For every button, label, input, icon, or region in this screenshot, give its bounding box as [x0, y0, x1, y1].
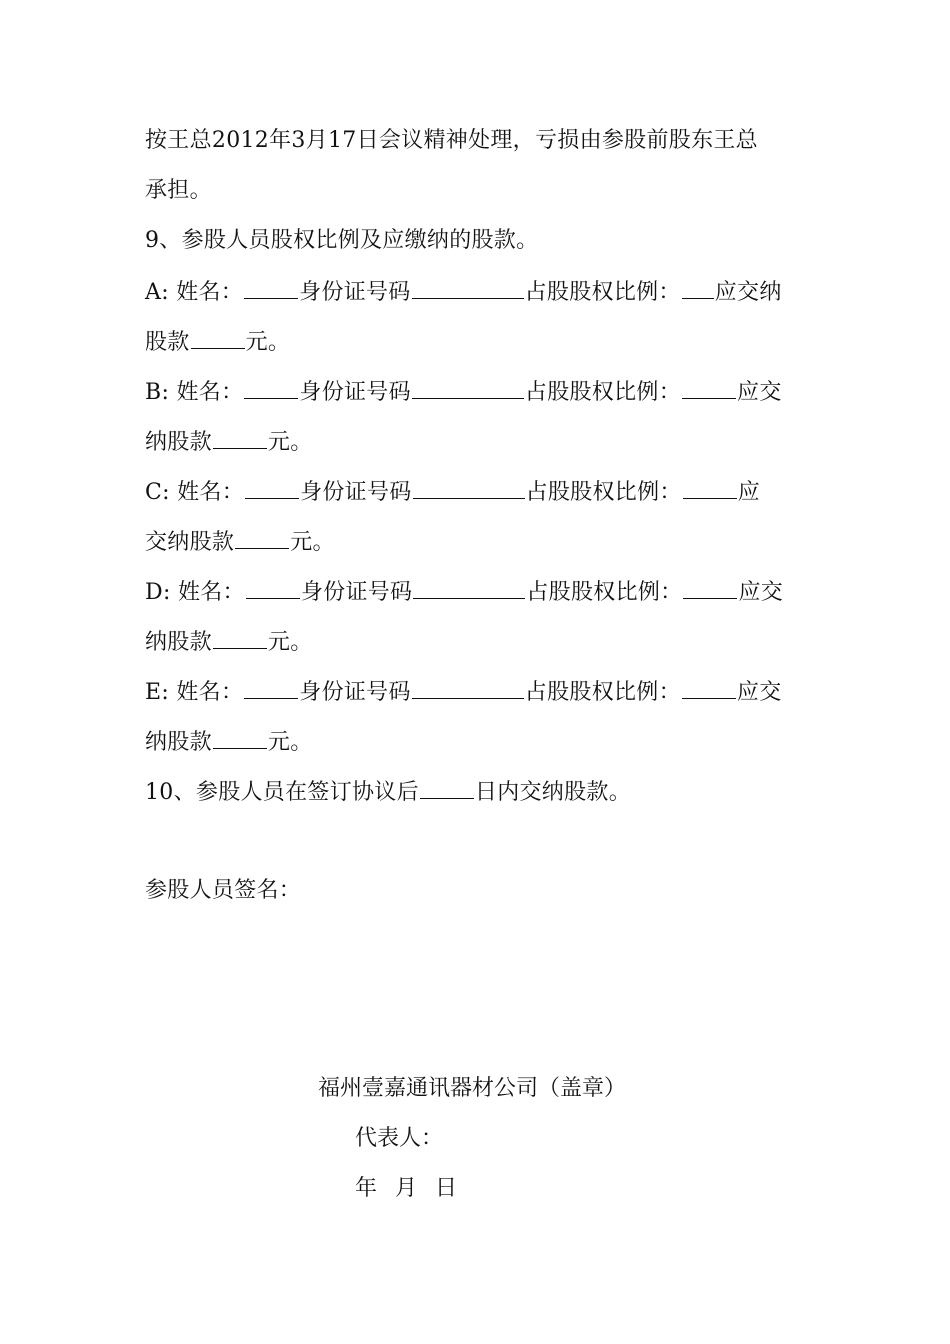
heading-text: 9、参股人员股权比例及应缴纳的股款。 [145, 228, 539, 253]
id-blank[interactable] [412, 676, 524, 699]
days-blank[interactable] [420, 776, 474, 799]
name-blank[interactable] [244, 276, 298, 299]
amount-prefix: 应 [737, 480, 760, 505]
amount-label: 纳股款 [145, 730, 212, 755]
id-blank[interactable] [413, 576, 525, 599]
ratio-blank[interactable] [682, 676, 736, 699]
person-c-line-1 [145, 476, 810, 508]
amount-label: 纳股款 [145, 630, 212, 655]
person-e-line-1 [145, 676, 810, 708]
amount-label: 交纳股款 [145, 530, 235, 555]
amount-label: 股款 [145, 330, 190, 355]
person-letter: E: [145, 680, 170, 705]
person-letter: A: [145, 280, 169, 305]
amount-prefix: 应交 [738, 580, 784, 605]
ratio-blank[interactable] [682, 276, 714, 299]
name-blank[interactable] [244, 376, 298, 399]
person-a-line-1 [145, 276, 810, 308]
paragraph-line [145, 176, 810, 206]
amount-prefix: 应交纳 [714, 280, 782, 305]
id-label: 身份证号码 [299, 380, 411, 405]
id-label: 身份证号码 [299, 680, 411, 705]
amount-blank[interactable] [213, 726, 267, 749]
yuan-label: 元。 [245, 330, 291, 355]
ratio-label: 占股股权比例： [525, 480, 682, 505]
item-10-line [145, 776, 810, 808]
representative-line [355, 1124, 443, 1154]
id-label: 身份证号码 [300, 580, 413, 605]
signature-line [145, 876, 810, 906]
person-d-line-1 [145, 576, 810, 608]
signature-label: 参股人员签名： [145, 878, 302, 903]
name-label: 姓名： [176, 380, 244, 405]
person-letter: C: [145, 480, 170, 505]
person-c-line-2 [145, 526, 810, 558]
paragraph-line [145, 126, 810, 156]
paragraph-text: 承担。 [145, 178, 212, 203]
paragraph-text: 按王总2012年3月17日会议精神处理，亏损由参股前股东王总 [145, 128, 758, 153]
person-letter: B: [145, 380, 170, 405]
amount-prefix: 应交 [736, 680, 782, 705]
name-label: 姓名： [176, 280, 244, 305]
amount-prefix: 应交 [737, 380, 782, 405]
year-label: 年 [355, 1176, 378, 1201]
name-label: 姓名： [176, 680, 244, 705]
item-10-suffix: 日内交纳股款。 [474, 780, 632, 805]
ratio-blank[interactable] [683, 576, 737, 599]
amount-blank[interactable] [235, 526, 289, 549]
company-name [318, 1074, 626, 1104]
company-name-text: 福州壹嘉通讯器材公司（盖章） [318, 1076, 627, 1101]
month-label: 月 [395, 1176, 418, 1201]
id-label: 身份证号码 [300, 480, 412, 505]
date-line [355, 1174, 475, 1204]
name-blank[interactable] [244, 676, 298, 699]
name-blank[interactable] [245, 476, 299, 499]
yuan-label: 元。 [267, 630, 313, 655]
amount-label: 纳股款 [145, 430, 212, 455]
ratio-label: 占股股权比例： [524, 680, 681, 705]
name-blank[interactable] [246, 576, 300, 599]
amount-blank[interactable] [213, 426, 267, 449]
person-d-line-2 [145, 626, 810, 658]
id-blank[interactable] [413, 476, 525, 499]
person-e-line-2 [145, 726, 810, 758]
name-label: 姓名： [177, 580, 245, 605]
day-label: 日 [435, 1176, 458, 1201]
representative-label: 代表人： [355, 1126, 444, 1151]
ratio-label: 占股股权比例： [524, 280, 681, 305]
yuan-label: 元。 [290, 530, 335, 555]
name-label: 姓名： [177, 480, 245, 505]
id-blank[interactable] [412, 276, 524, 299]
item-10-prefix: 10、参股人员在签订协议后 [145, 780, 419, 805]
id-label: 身份证号码 [299, 280, 411, 305]
ratio-blank[interactable] [682, 376, 736, 399]
amount-blank[interactable] [191, 326, 245, 349]
amount-blank[interactable] [213, 626, 267, 649]
ratio-label: 占股股权比例： [526, 580, 683, 605]
person-b-line-1 [145, 376, 810, 408]
yuan-label: 元。 [267, 430, 313, 455]
item-9-heading [145, 226, 810, 256]
ratio-blank[interactable] [683, 476, 737, 499]
person-letter: D: [145, 580, 171, 605]
yuan-label: 元。 [267, 730, 313, 755]
person-a-line-2 [145, 326, 810, 358]
ratio-label: 占股股权比例： [524, 380, 682, 405]
id-blank[interactable] [412, 376, 524, 399]
person-b-line-2 [145, 426, 810, 458]
